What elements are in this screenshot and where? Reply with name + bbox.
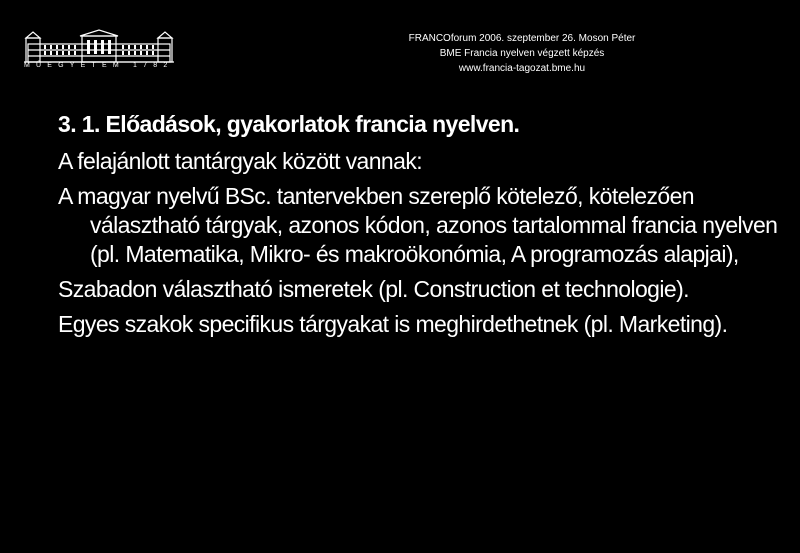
paragraph: Egyes szakok specifikus tárgyakat is meghirdethetnek (pl. Marketing). bbox=[58, 311, 728, 337]
header-line-event: FRANCOforum 2006. szeptember 26. Moson Péter bbox=[408, 33, 636, 44]
paragraph: A magyar nyelvű BSc. tantervekben szereplő kötelező, kötelezően választható tárgyak, azonos kódon, azonos tartalommal francia nyelven (pl. Matematika, Mikro- és makroökonómia, A programozás alapjai), bbox=[58, 183, 778, 267]
logo-caption: MŰEGYETEM 1782 bbox=[24, 62, 174, 69]
header-info bbox=[392, 31, 652, 76]
slide-title: 3. 1. Előadások, gyakorlatok francia nyelven. bbox=[58, 111, 520, 137]
paragraph: Szabadon választható ismeretek (pl. Construction et technologie). bbox=[58, 276, 689, 302]
header-line-url: www.francia-tagozat.bme.hu bbox=[458, 63, 586, 74]
paragraph: A felajánlott tantárgyak között vannak: bbox=[58, 148, 423, 174]
header-line-program: BME Francia nyelven végzett képzés bbox=[439, 48, 605, 59]
slide-body bbox=[58, 110, 778, 345]
